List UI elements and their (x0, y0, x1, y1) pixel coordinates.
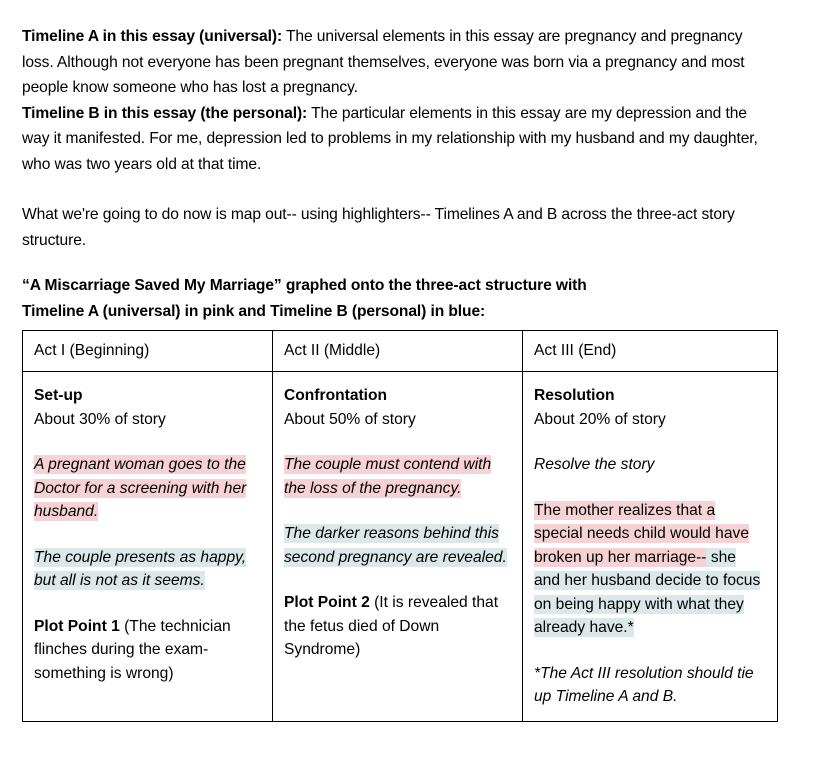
timeline-b-label: Timeline B in this essay (the personal): (22, 104, 308, 122)
act-1-timeline-a-beat (34, 453, 261, 524)
column-header-act-3: Act III (End) (523, 331, 778, 372)
act-3-combined-beat (534, 499, 766, 640)
act-1-plot-point-body: (The technician flinches during the exam- something is wrong) (34, 617, 231, 682)
table-caption (22, 273, 775, 324)
act-1-timeline-b-beat (34, 546, 261, 593)
instruction-paragraph: What we're going to do now is map out-- using highlighters-- Timelines A and B across the three-act story structure. (22, 206, 735, 249)
paragraph-spacer (22, 177, 775, 202)
act-2-story-percentage: About 50% of story (284, 410, 416, 428)
act-1-stage-title: Set-up (34, 387, 83, 404)
cell-act-1 (23, 372, 273, 722)
timeline-b-paragraph (22, 101, 775, 178)
act-3-stage-title: Resolution (534, 387, 615, 404)
table-header-row (23, 331, 778, 372)
timeline-a-body: The universal elements in this essay are pregnancy and pregnancy loss. Although not everyone has been pregnant themselves, everyone was born via a pregnancy and most people know someone who has lost a pregnancy. (22, 28, 745, 96)
caption-spacer (22, 253, 775, 273)
act-2-plot-point-body: (It is revealed that the fetus died of Down Syndrome) (284, 594, 499, 658)
three-act-structure-table (22, 330, 778, 722)
act-2-plot-point (284, 591, 511, 662)
act-2-timeline-b-beat-text: The darker reasons behind this second pregnancy are revealed. (284, 525, 507, 566)
act-3-resolve-beat-text: Resolve the story (534, 456, 655, 473)
timeline-a-label: Timeline A in this essay (universal): (22, 28, 283, 45)
act-2-timeline-a-beat-text: The couple must contend with the loss of the pregnancy. (284, 456, 492, 497)
act-2-stage-title: Confrontation (284, 387, 388, 404)
cell-act-2 (273, 372, 523, 722)
act-1-timeline-b-beat-text: The couple presents as happy, but all is not as it seems. (34, 548, 247, 589)
column-header-act-2: Act II (Middle) (273, 331, 523, 372)
act-1-plot-point (34, 615, 261, 686)
timeline-b-body: The particular elements in this essay are my depression and the way it manifested. For me, depression led to problems in my relationship with my husband and my daughter, who was two years old at that time. (22, 104, 758, 173)
act-3-resolve-beat (534, 453, 766, 477)
table-caption-line-2: Timeline A (universal) in pink and Timeline B (personal) in blue: (22, 302, 486, 320)
act-3-footnote: *The Act III resolution should tie up Timeline A and B. (534, 664, 754, 705)
table-body-row (23, 372, 778, 722)
act-3-timeline-a-beat-text: The mother realizes that a special needs child would have broken up her marriage-- (534, 501, 749, 566)
act-2-timeline-b-beat (284, 522, 511, 569)
act-1-story-percentage: About 30% of story (34, 410, 166, 428)
timeline-a-paragraph (22, 24, 775, 101)
act-1-timeline-a-beat-text: A pregnant woman goes to the Doctor for a screening with her husband. (34, 456, 247, 520)
column-header-act-1: Act I (Beginning) (23, 331, 273, 372)
act-2-plot-point-label: Plot Point 2 (284, 594, 370, 611)
act-2-timeline-a-beat (284, 453, 511, 500)
act-3-story-percentage: About 20% of story (534, 410, 666, 428)
act-3-timeline-b-beat-text: she and her husband decide to focus on being happy with what they already have.* (534, 548, 761, 636)
cell-act-3 (523, 372, 778, 722)
act-1-plot-point-label: Plot Point 1 (34, 617, 120, 635)
table-caption-line-1: “A Miscarriage Saved My Marriage” graphed onto the three-act structure with (22, 277, 587, 294)
